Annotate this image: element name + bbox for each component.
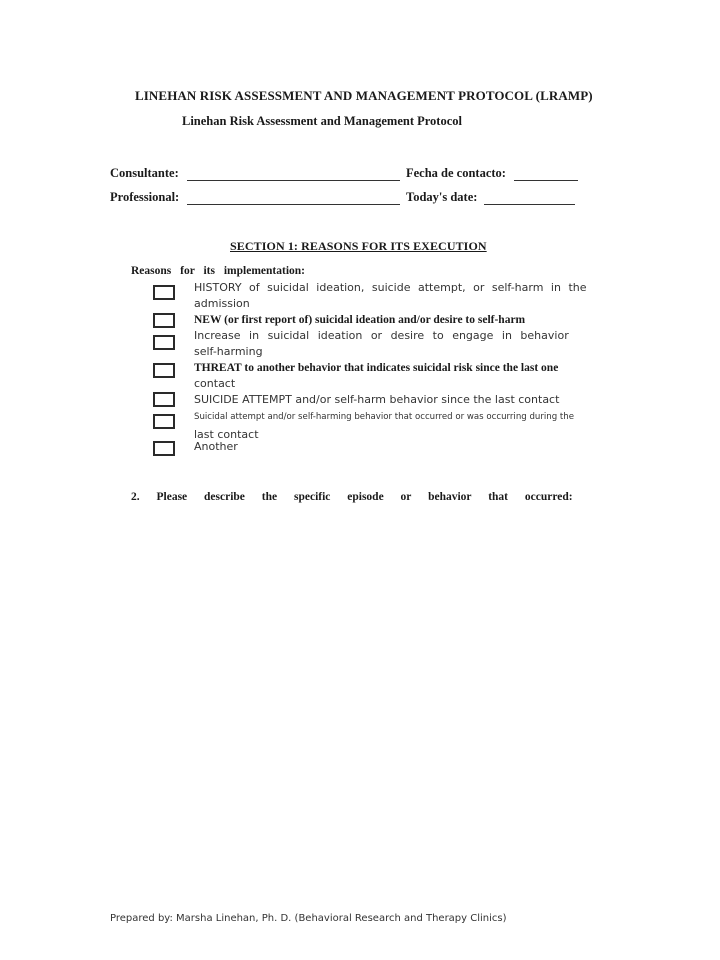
checkbox-during-contact[interactable] xyxy=(153,414,175,429)
checkbox-history[interactable] xyxy=(153,285,175,300)
reason-threat-text xyxy=(194,360,558,392)
checkbox-increase[interactable] xyxy=(153,335,175,350)
contact-date-label: Fecha de contacto: xyxy=(406,166,506,180)
consultante-label: Consultante: xyxy=(110,166,179,180)
document-title: LINEHAN RISK ASSESSMENT AND MANAGEMENT PROTOCOL (LRAMP) xyxy=(135,88,593,103)
reason-increase-text xyxy=(194,328,584,360)
reasons-label: Reasons for its implementation: xyxy=(131,265,305,277)
contact-date-field[interactable] xyxy=(514,180,578,181)
question-2 xyxy=(131,491,573,503)
checkbox-suicide-attempt[interactable] xyxy=(153,392,175,407)
todays-date-field[interactable] xyxy=(484,204,575,205)
question-2-answer-area[interactable] xyxy=(131,515,631,885)
reason-suicide-attempt-text: SUICIDE ATTEMPT and/or self-harm behavior since the last contact xyxy=(194,393,560,406)
section-1-title: SECTION 1: REASONS FOR ITS EXECUTION xyxy=(230,239,487,253)
document-subtitle: Linehan Risk Assessment and Management Protocol xyxy=(182,114,462,128)
checkbox-another[interactable] xyxy=(153,441,175,456)
footer-credit: Prepared by: Marsha Linehan, Ph. D. (Behavioral Research and Therapy Clinics) xyxy=(110,913,507,924)
reason-increase-line2: self-harming xyxy=(194,345,263,358)
reason-threat-line1: THREAT to another behavior that indicates suicidal risk since the last one xyxy=(194,362,559,374)
todays-date-label: Today's date: xyxy=(406,190,478,204)
reason-history-line1: HISTORY of suicidal ideation, suicide attempt, or self-harm in the xyxy=(194,281,587,294)
reason-new-text: NEW (or first report of) suicidal ideation and/or desire to self-harm xyxy=(194,314,526,326)
reason-increase-line1: Increase in suicidal ideation or desire to engage in behavior xyxy=(194,329,569,342)
question-2-text: Please describe the specific episode or behavior that occurred: xyxy=(156,491,573,503)
reason-threat-line2: contact xyxy=(194,377,236,390)
reason-during-contact-text xyxy=(194,407,574,443)
reason-history-text xyxy=(194,280,590,312)
reason-another-text: Another xyxy=(194,440,238,453)
question-2-number: 2. xyxy=(131,491,140,503)
checkbox-new[interactable] xyxy=(153,313,175,328)
professional-field[interactable] xyxy=(187,204,400,205)
professional-label: Professional: xyxy=(110,190,180,204)
reason-during-contact-line1: Suicidal attempt and/or self-harming behavior that occurred or was occurring during the xyxy=(194,412,575,422)
consultante-field[interactable] xyxy=(187,180,400,181)
reason-history-line2: admission xyxy=(194,297,250,310)
checkbox-threat[interactable] xyxy=(153,363,175,378)
reason-during-contact-line2: last contact xyxy=(194,428,259,441)
